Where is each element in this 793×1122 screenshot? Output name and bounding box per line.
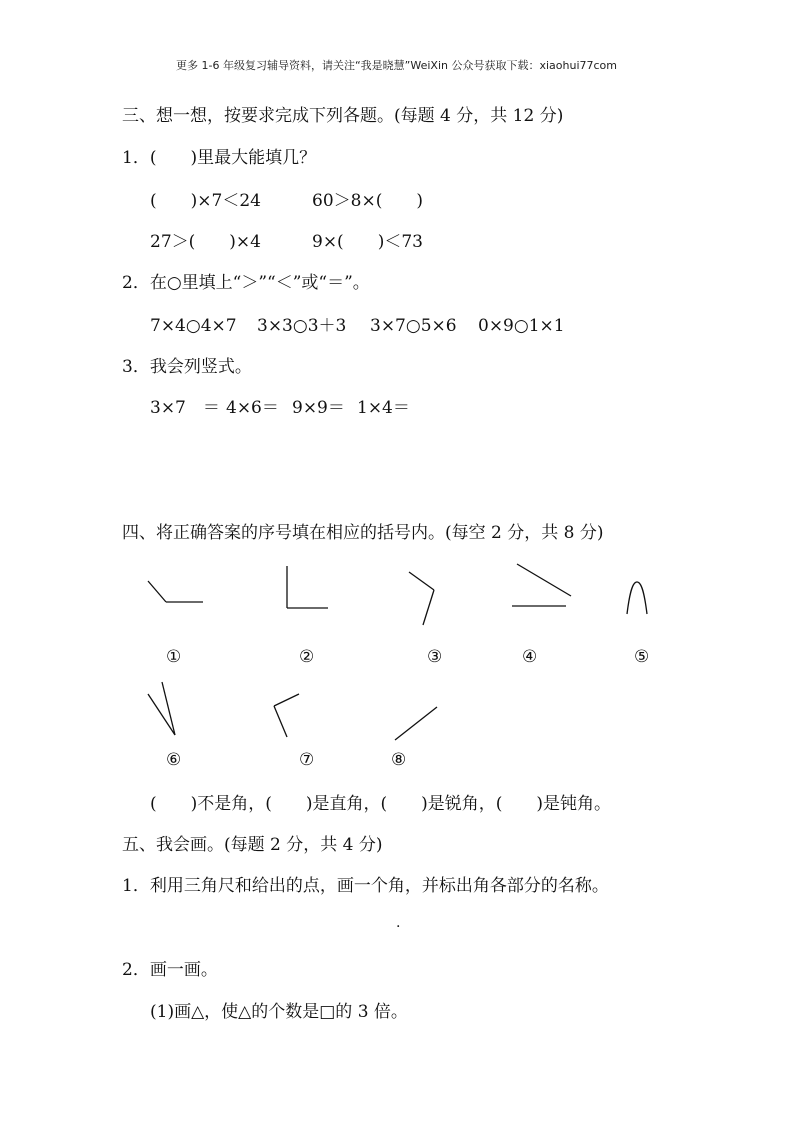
figure-1-obtuse-angle xyxy=(148,581,203,602)
section3-title: 三、想一想，按要求完成下列各题。(每题 4 分，共 12 分) xyxy=(122,106,564,126)
q1-item-3: 27＞( )×4 xyxy=(150,232,261,252)
figure-7-angle xyxy=(274,694,299,737)
figure-label-2: ② xyxy=(299,647,315,667)
figure-label-5: ⑤ xyxy=(634,647,650,667)
q2-item-1: 7×4○4×7 xyxy=(150,316,237,336)
q1-prompt: 1．( )里最大能填几？ xyxy=(122,148,317,168)
figure-6-acute-angle xyxy=(148,682,175,735)
figure-4-separate-lines xyxy=(512,564,571,606)
figure-label-1: ① xyxy=(166,647,182,667)
figure-2-right-angle xyxy=(287,566,328,608)
section4-answer-line: ( )不是角，( )是直角，( )是锐角，( )是钝角。 xyxy=(150,794,612,814)
q3-item-1: 3×7 ＝ xyxy=(150,398,220,418)
q3-prompt: 3．我会列竖式。 xyxy=(122,357,252,377)
figure-8-line-segment xyxy=(395,707,437,740)
q1-item-1: ( )×7＜24 xyxy=(150,191,261,211)
figure-label-6: ⑥ xyxy=(166,750,182,770)
page-header: 更多 1-6 年级复习辅导资料，请关注“我是晓慧”WeiXin 公众号获取下载：xiaohui77com xyxy=(176,59,617,72)
figure-3-angle xyxy=(409,572,434,625)
s5-q2: 2．画一画。 xyxy=(122,960,218,980)
q2-prompt: 2．在○里填上“＞”“＜”或“＝”。 xyxy=(122,273,370,293)
figure-label-4: ④ xyxy=(522,647,538,667)
section4-title: 四、将正确答案的序号填在相应的括号内。(每空 2 分，共 8 分) xyxy=(122,523,604,543)
q3-item-2: 4×6＝ xyxy=(226,398,279,418)
figure-label-7: ⑦ xyxy=(299,750,315,770)
section5-title: 五、我会画。(每题 2 分，共 4 分) xyxy=(122,835,383,855)
q3-item-3: 9×9＝ xyxy=(292,398,345,418)
figure-label-8: ⑧ xyxy=(391,750,407,770)
figure-5-curve xyxy=(627,582,647,614)
figure-label-3: ③ xyxy=(427,647,443,667)
q2-item-2: 3×3○3＋3 xyxy=(257,316,347,336)
s5-q2-sub1: (1)画△，使△的个数是□的 3 倍。 xyxy=(150,1002,408,1022)
q3-item-4: 1×4＝ xyxy=(357,398,410,418)
q1-item-4: 9×( )＜73 xyxy=(312,232,423,252)
q2-item-3: 3×7○5×6 xyxy=(370,316,457,336)
given-point: . xyxy=(396,915,401,931)
q2-item-4: 0×9○1×1 xyxy=(478,316,565,336)
q1-item-2: 60＞8×( ) xyxy=(312,191,423,211)
s5-q1: 1．利用三角尺和给出的点，画一个角，并标出角各部分的名称。 xyxy=(122,876,609,896)
